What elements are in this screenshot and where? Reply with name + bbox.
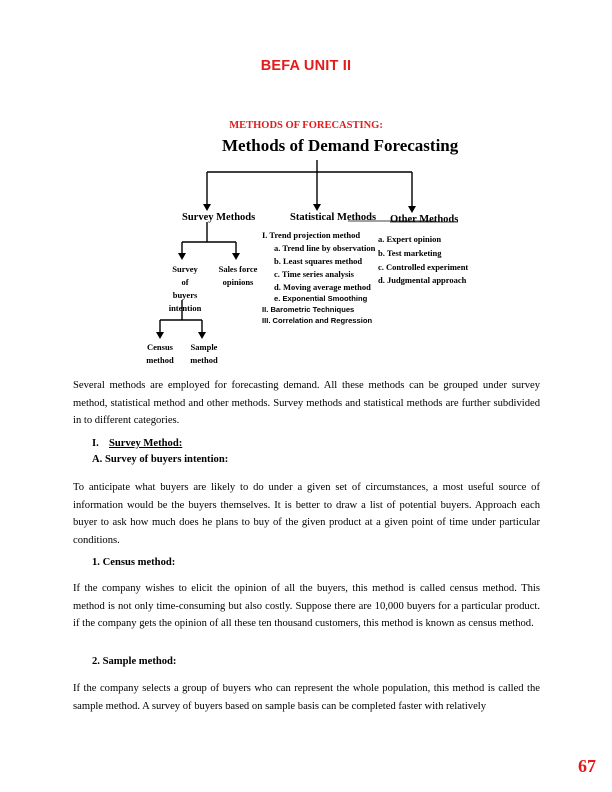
census-method-node: Census method — [146, 342, 174, 365]
page-number: 67 — [578, 756, 596, 776]
statistical-item: II. Barometric Techniques — [262, 305, 355, 314]
other-item: a. Expert opinion — [378, 234, 442, 244]
section-title: Survey Method: — [109, 438, 183, 449]
sample-method-node: Sample method — [190, 342, 218, 365]
statistical-item: e. Exponential Smoothing — [274, 294, 368, 303]
other-item: b. Test marketing — [378, 248, 442, 258]
arrow-buyers — [178, 253, 186, 260]
intro-paragraph: Several methods are employed for forecasting demand. All these methods can be grouped under survey method, statistical method and other methods. Survey methods and statistical methods are further subdivided in to different categories. — [73, 380, 540, 426]
diagram-title: Methods of Demand Forecasting — [222, 136, 459, 155]
arrow-statistical — [313, 204, 321, 211]
arrow-other — [408, 206, 416, 213]
statistical-item: d. Moving average method — [274, 282, 371, 292]
section-number: I. — [92, 438, 99, 449]
sample-method-heading: 2. Sample method: — [92, 656, 177, 667]
sample-method-paragraph: If the company selects a group of buyers who can represent the whole population, this method is called the sample method. A survey of buyers based on sample basis can be completed faster with relatively — [73, 683, 540, 712]
arrow-survey — [203, 204, 211, 211]
statistical-item: III. Correlation and Regression — [262, 316, 373, 325]
survey-buyers-paragraph: To anticipate what buyers are likely to do under a given set of circumstances, a most useful source of information would be the buyers themselves. It is better to draw a list of potential buyers. Approach each buyer to ask how much does he plans to buy of the given product at a given point of time under particular conditions. — [73, 482, 540, 546]
statistical-item: b. Least squares method — [274, 256, 363, 266]
arrow-census — [156, 332, 164, 339]
census-method-paragraph: If the company wishes to elicit the opinion of all the buyers, this method is called census method. This method is not only time-consuming but also costly. Suppose there are 10,000 buyers for a particular product. if the company gets the opinion of all these ten thousand customers, this method is known as census method. — [73, 583, 540, 629]
other-item: c. Controlled experiment — [378, 262, 469, 272]
subsection-title: A. Survey of buyers intention: — [92, 454, 229, 465]
statistical-item: c. Time series analysis — [274, 269, 354, 279]
forecasting-methods-diagram — [130, 132, 490, 372]
sales-force-opinions: Sales force opinions — [218, 264, 258, 287]
statistical-item: I. Trend projection method — [262, 230, 361, 240]
arrow-salesforce — [232, 253, 240, 260]
survey-methods-label: Survey Methods — [182, 212, 256, 223]
statistical-methods-label: Statistical Methods — [290, 212, 377, 223]
census-method-heading: 1. Census method: — [92, 557, 176, 568]
statistical-item: a. Trend line by observation — [274, 243, 376, 253]
survey-of-buyers-intention: Survey of buyers intention — [168, 264, 202, 313]
other-methods-label: Other Methods — [390, 214, 459, 225]
arrow-sample — [198, 332, 206, 339]
section-heading: METHODS OF FORECASTING: — [229, 120, 383, 131]
unit-title: BEFA UNIT II — [260, 58, 352, 74]
other-item: d. Judgmental approach — [378, 275, 467, 285]
